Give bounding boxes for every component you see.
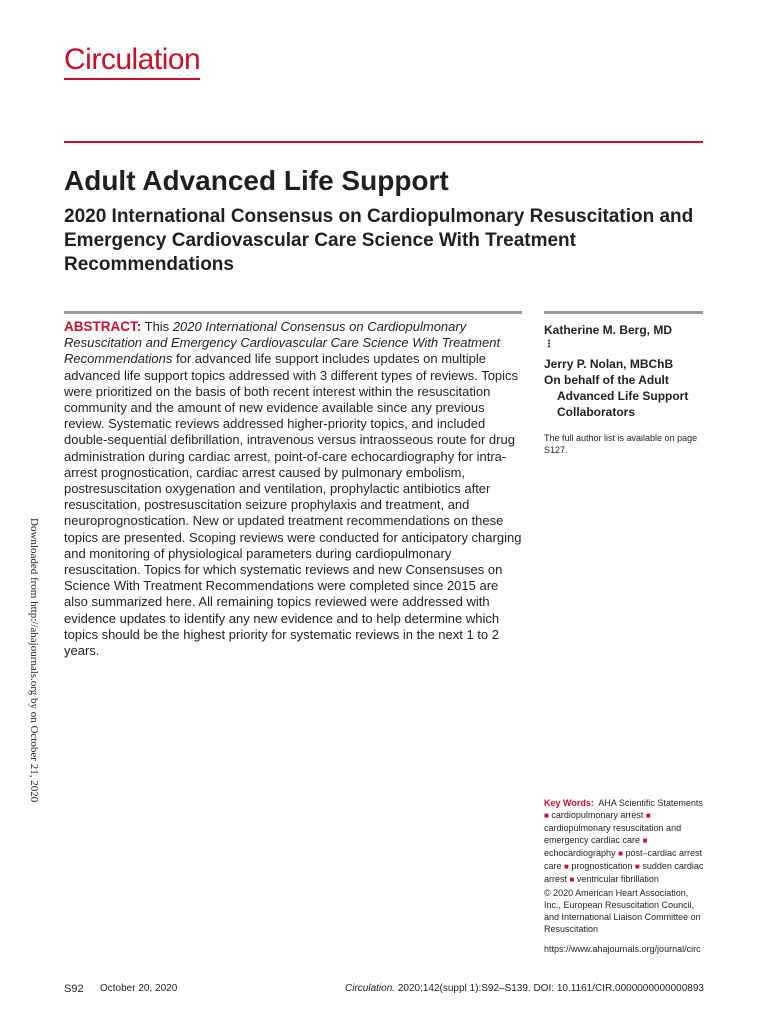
keyword-item: AHA Scientific Statements xyxy=(598,798,703,808)
keywords-block xyxy=(544,797,706,886)
keyword-item: ventricular fibrillation xyxy=(576,874,659,884)
copyright-notice: © 2020 American Heart Association, Inc., European Resuscitation Council, and International Liaison Committee on Resuscitation xyxy=(544,888,701,934)
keyword-separator-icon: ■ xyxy=(618,849,623,858)
abstract-divider xyxy=(64,311,522,314)
citation-journal: Circulation. xyxy=(345,983,396,994)
publication-date: October 20, 2020 xyxy=(100,983,178,994)
keyword-separator-icon: ■ xyxy=(564,862,569,871)
author-second: Jerry P. Nolan, MBChB xyxy=(544,357,674,371)
keyword-item: post–cardiac arrest care xyxy=(544,848,702,871)
abstract-body: for advanced life support includes updates on multiple advanced life support topics addressed with 3 different types of reviews. Topics were prioritized on the basis of both recent interest within the resuscitation community and the amount of new evidence available since any previous review. Systematic reviews addressed higher-priority topics, and included double-sequential defibrillation, intravenous versus intraosseous route for drug administration during cardiac arrest, point-of-care echocardiography for intra-arrest prognostication, cardiac arrest caused by pulmonary embolism, postresuscitation oxygenation and ventilation, prophylactic antibiotics after resuscitation, postresuscitation seizure prophylaxis and treatment, and neuroprognostication. New or updated treatment recommendations on these topics are presented. Scoping reviews were conducted for anticipatory charging and monitoring of physiological parameters during cardiopulmonary resuscitation. Topics for which systematic reviews and new Consensuses on Science With Treatment Recommendations were completed since 2015 are also summarized here. All remaining topics reviewed were addressed with evidence updates to identify any new evidence and to help determine which topics should be the highest priority for systematic reviews in the next 1 to 2 years. xyxy=(64,351,522,659)
abstract-label: ABSTRACT: xyxy=(64,319,142,334)
keyword-item: sudden cardiac arrest xyxy=(544,861,704,884)
author-ellipsis: ⋮ xyxy=(544,339,554,350)
keyword-item: prognostication xyxy=(571,861,633,871)
author-first: Katherine M. Berg, MD xyxy=(544,323,673,337)
author-list-note: The full author list is available on page S127. xyxy=(544,433,698,455)
keyword-item: cardiopulmonary arrest xyxy=(551,810,644,820)
keyword-separator-icon: ■ xyxy=(569,875,575,884)
journal-logo: Circulation xyxy=(64,42,200,80)
article-title: Adult Advanced Life Support xyxy=(64,165,449,196)
keyword-separator-icon: ■ xyxy=(634,862,640,871)
author-behalf-line3: Collaborators xyxy=(557,405,636,419)
abstract-italic-title: 2020 International Consensus on Cardiopulmonary Resuscitation and Emergency Cardiovascular Care Science With Treatment Recommendations xyxy=(64,319,501,367)
keyword-item: cardiopulmonary resuscitation and emergency cardiac care xyxy=(544,823,682,845)
article-subtitle: 2020 International Consensus on Cardiopulmonary Resuscitation and Emergency Cardiovascular Care Science With Treatment Recommendations xyxy=(64,206,694,275)
keyword-separator-icon: ■ xyxy=(642,836,648,845)
keyword-separator-icon: ■ xyxy=(645,811,651,820)
download-notice: Downloaded from http://ahajournals.org by on October 21, 2020 xyxy=(28,518,40,803)
author-list xyxy=(544,322,714,420)
author-behalf-line2: Advanced Life Support xyxy=(557,389,689,403)
abstract-lead: This xyxy=(141,319,173,334)
citation-details: 2020;142(suppl 1):S92–S139. DOI: 10.1161/CIR.0000000000000893 xyxy=(395,983,704,994)
journal-url-link[interactable]: https://www.ahajournals.org/journal/circ xyxy=(544,944,701,954)
abstract-paragraph xyxy=(64,319,522,659)
page-number: S92 xyxy=(64,983,84,995)
author-behalf-line1: On behalf of the Adult xyxy=(544,373,669,387)
citation-line xyxy=(345,982,704,996)
page-footer xyxy=(64,982,704,996)
keyword-separator-icon: ■ xyxy=(544,811,549,820)
header-divider xyxy=(64,141,703,143)
sidebar-divider xyxy=(544,311,703,314)
keywords-label: Key Words: xyxy=(544,798,594,808)
keyword-item: echocardiography xyxy=(544,848,616,858)
